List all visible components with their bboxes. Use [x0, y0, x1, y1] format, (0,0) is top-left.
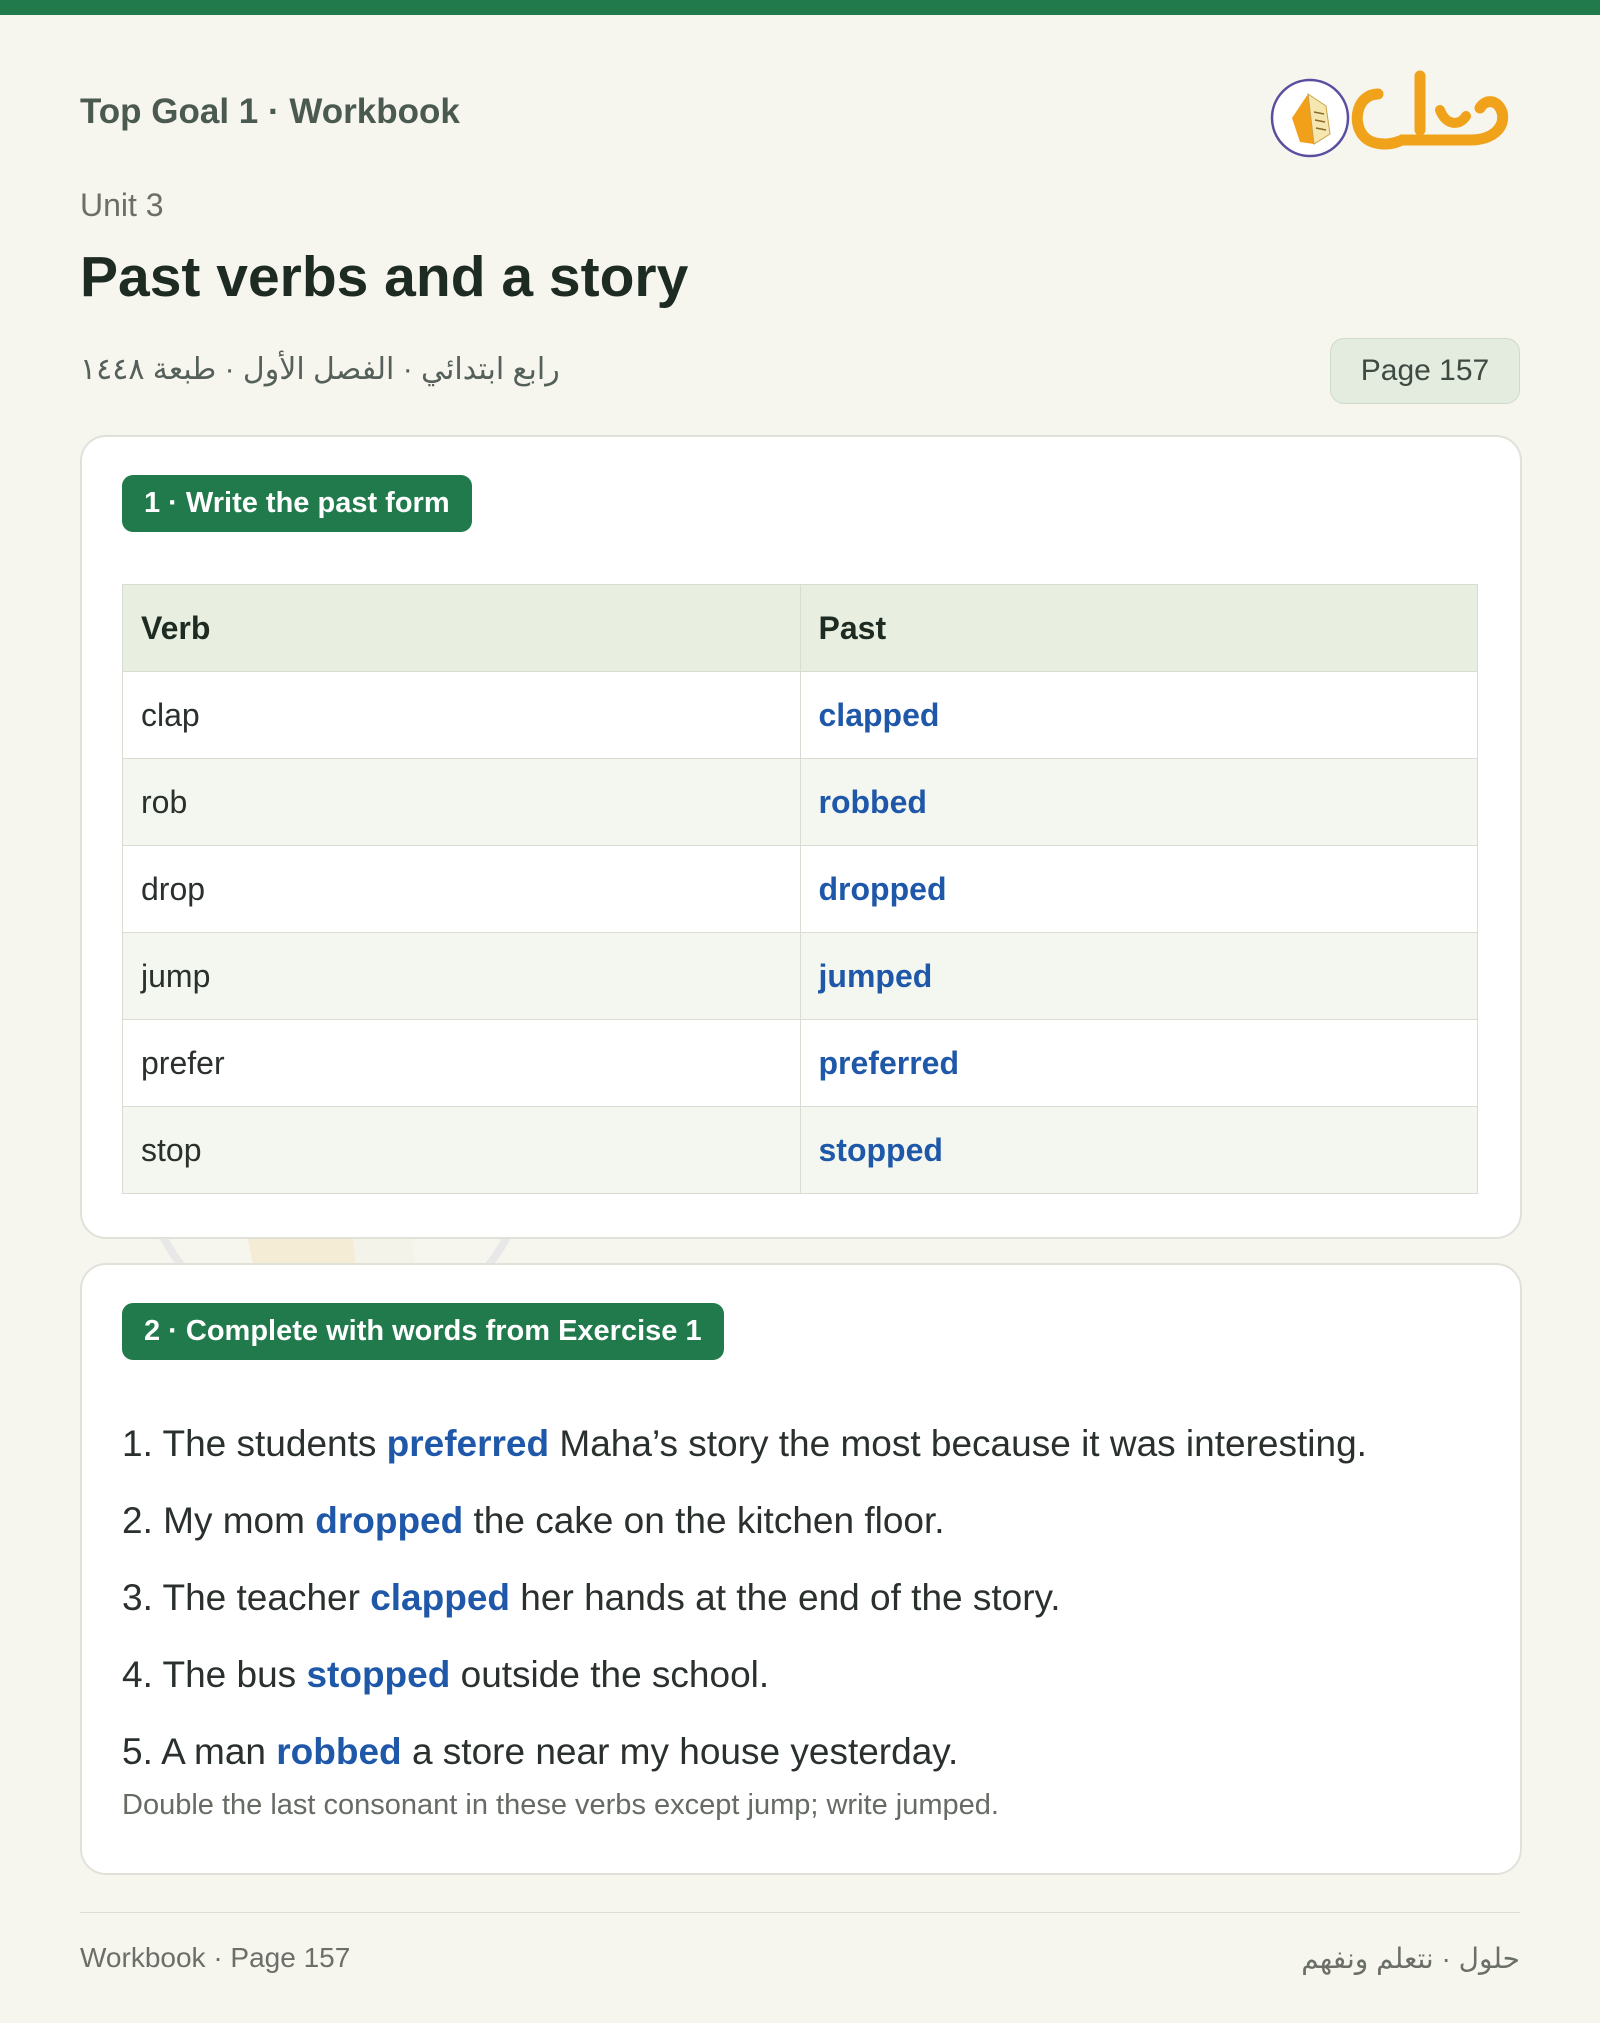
grade-subtitle: رابع ابتدائي · الفصل الأول · طبعة ١٤٤٨ — [80, 353, 560, 386]
past-answer-cell: dropped — [800, 846, 1478, 933]
table-row — [123, 672, 1478, 759]
answer-word: robbed — [276, 1731, 402, 1772]
table-row — [123, 759, 1478, 846]
verb-cell: clap — [123, 672, 801, 759]
exercise-1-card — [80, 435, 1522, 1239]
exercise-2-card — [80, 1263, 1522, 1875]
sentence-end: the cake on the kitchen floor. — [463, 1500, 945, 1541]
exercise-1-heading: 1 · Write the past form — [122, 475, 472, 532]
table-row — [123, 1107, 1478, 1194]
list-item — [122, 1713, 1482, 1790]
sentence-start: 5. A man — [122, 1731, 277, 1772]
verb-cell: jump — [123, 933, 801, 1020]
sentence-start: 3. The teacher — [122, 1577, 371, 1618]
table-row — [123, 846, 1478, 933]
list-item — [122, 1559, 1482, 1636]
grammar-tip: Double the last consonant in these verbs except jump; write jumped. — [122, 1789, 999, 1821]
list-item — [122, 1405, 1482, 1482]
sentence-end: Maha’s story the most because it was interesting. — [549, 1423, 1367, 1464]
sentence-start: 1. The students — [122, 1423, 387, 1464]
sentence-end: her hands at the end of the story. — [510, 1577, 1061, 1618]
verb-table — [122, 584, 1478, 1194]
answer-word: preferred — [386, 1423, 550, 1464]
exercise-2-heading: 2 · Complete with words from Exercise 1 — [122, 1303, 724, 1360]
unit-label: Unit 3 — [80, 187, 164, 223]
footer-divider — [80, 1912, 1520, 1913]
sentence-list — [122, 1405, 1482, 1790]
verb-cell: prefer — [123, 1020, 801, 1107]
column-header-past: Past — [800, 585, 1478, 672]
answer-word: dropped — [315, 1500, 464, 1541]
verb-cell: rob — [123, 759, 801, 846]
past-answer-cell: clapped — [800, 672, 1478, 759]
past-answer-cell: robbed — [800, 759, 1478, 846]
page-title: Past verbs and a story — [80, 245, 689, 309]
table-row — [123, 933, 1478, 1020]
sentence-start: 4. The bus — [122, 1654, 307, 1695]
past-answer-cell: jumped — [800, 933, 1478, 1020]
top-accent-bar — [0, 0, 1600, 15]
sentence-end: outside the school. — [450, 1654, 770, 1695]
past-answer-cell: stopped — [800, 1107, 1478, 1194]
table-row — [123, 1020, 1478, 1107]
verb-cell: drop — [123, 846, 801, 933]
verb-cell: stop — [123, 1107, 801, 1194]
footer-page-label: Workbook · Page 157 — [80, 1942, 351, 1973]
hulul-logo[interactable] — [1270, 64, 1520, 174]
list-item — [122, 1636, 1482, 1713]
column-header-verb: Verb — [123, 585, 801, 672]
past-answer-cell: preferred — [800, 1020, 1478, 1107]
book-title: Top Goal 1 · Workbook — [80, 92, 460, 131]
answer-word: stopped — [306, 1654, 451, 1695]
list-item — [122, 1482, 1482, 1559]
sentence-start: 2. My mom — [122, 1500, 316, 1541]
answer-word: clapped — [370, 1577, 511, 1618]
footer-brand-tagline: حلول · نتعلم ونفهم — [1301, 1943, 1520, 1974]
page-number-badge: Page 157 — [1330, 338, 1520, 404]
sentence-end: a store near my house yesterday. — [401, 1731, 959, 1772]
